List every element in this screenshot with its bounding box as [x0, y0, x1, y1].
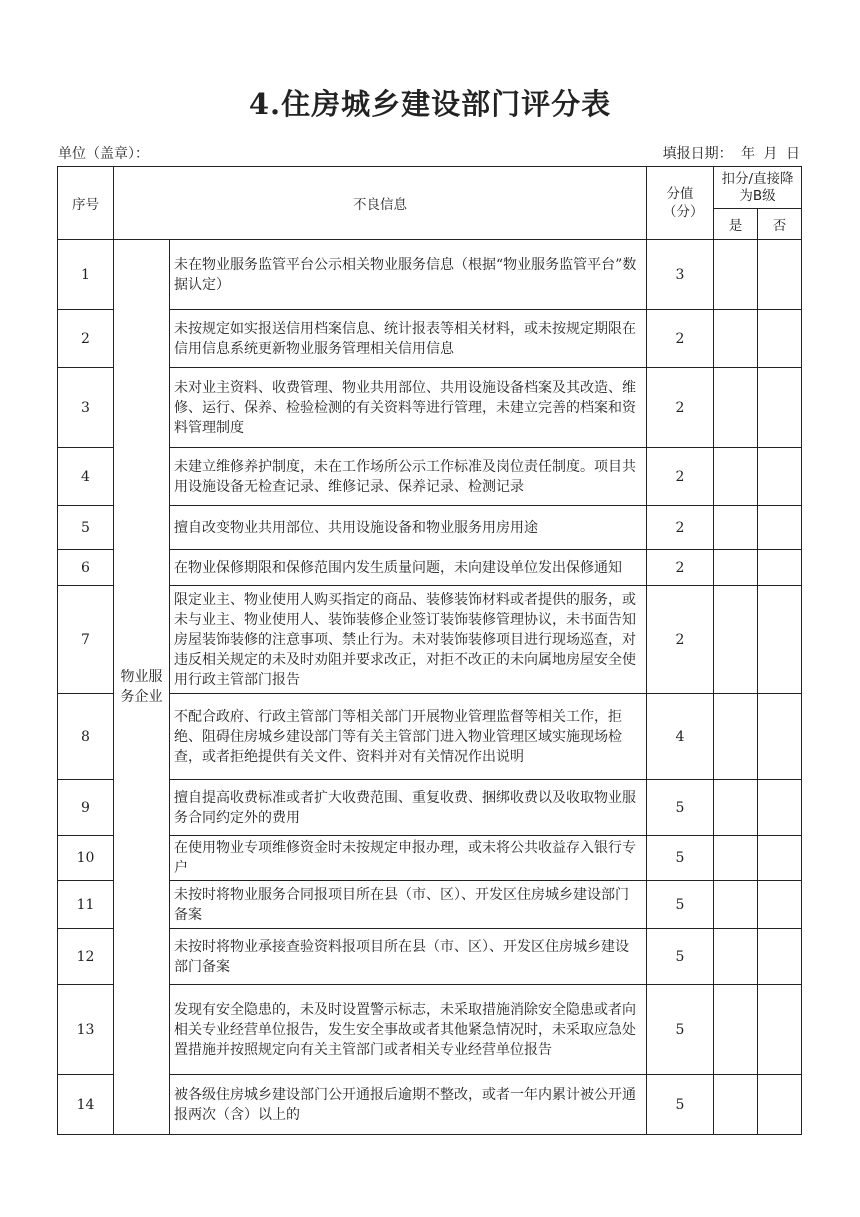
row-seq: 4: [58, 448, 114, 506]
row-no-cell[interactable]: [758, 550, 802, 586]
table-row: [58, 506, 802, 550]
table-row: [58, 780, 802, 836]
row-no-cell[interactable]: [758, 448, 802, 506]
row-info: 未按规定如实报送信用档案信息、统计报表等相关材料，或未按规定期限在信用信息系统更新物业服务管理相关信用信息: [170, 310, 647, 368]
table-row: [58, 1075, 802, 1135]
row-no-cell[interactable]: [758, 368, 802, 448]
header-yes: 是: [714, 209, 758, 240]
row-yes-cell[interactable]: [714, 929, 758, 985]
table-row: [58, 550, 802, 586]
row-info: 限定业主、物业使用人购买指定的商品、装修装饰材料或者提供的服务，或未与业主、物业使用人、装饰装修企业签订装饰装修管理协议，未书面告知房屋装饰装修的注意事项、禁止行为。未对装饰装修项目进行现场巡查，对违反相关规定的未及时劝阻并要求改正，对拒不改正的未向属地房屋安全使用行政主管部门报告: [170, 586, 647, 694]
row-yes-cell[interactable]: [714, 985, 758, 1075]
row-yes-cell[interactable]: [714, 506, 758, 550]
row-no-cell[interactable]: [758, 836, 802, 881]
row-seq: 9: [58, 780, 114, 836]
score-table: [57, 166, 802, 1135]
row-no-cell[interactable]: [758, 310, 802, 368]
row-score: 2: [647, 586, 714, 694]
table-row: [58, 881, 802, 929]
row-seq: 8: [58, 694, 114, 780]
row-yes-cell[interactable]: [714, 1075, 758, 1135]
header-deduct-label: 扣分/直接降为B级: [721, 170, 794, 204]
table-row: [58, 985, 802, 1075]
row-score: 2: [647, 448, 714, 506]
row-yes-cell[interactable]: [714, 881, 758, 929]
row-score: 5: [647, 780, 714, 836]
row-info: 被各级住房城乡建设部门公开通报后逾期不整改，或者一年内累计被公开通报两次（含）以上的: [170, 1075, 647, 1135]
header-no: 否: [758, 209, 802, 240]
row-info: 擅自改变物业共用部位、共用设施设备和物业服务用房用途: [170, 506, 647, 550]
row-no-cell[interactable]: [758, 881, 802, 929]
row-seq: 14: [58, 1075, 114, 1135]
row-no-cell[interactable]: [758, 780, 802, 836]
row-info: 擅自提高收费标准或者扩大收费范围、重复收费、捆绑收费以及收取物业服务合同约定外的费用: [170, 780, 647, 836]
header-info: 不良信息: [114, 167, 647, 240]
header-deduct: [714, 167, 802, 209]
row-yes-cell[interactable]: [714, 310, 758, 368]
row-seq: 11: [58, 881, 114, 929]
row-yes-cell[interactable]: [714, 836, 758, 881]
row-seq: 2: [58, 310, 114, 368]
row-seq: 5: [58, 506, 114, 550]
row-score: 5: [647, 985, 714, 1075]
row-yes-cell[interactable]: [714, 780, 758, 836]
header-score-label: 分值（分）: [663, 186, 704, 220]
row-score: 2: [647, 310, 714, 368]
row-info: 发现有安全隐患的，未及时设置警示标志，未采取措施消除安全隐患或者向相关专业经营单位报告，发生安全事故或者其他紧急情况时，未采取应急处置措施并按照规定向有关主管部门或者相关专业经营单位报告: [170, 985, 647, 1075]
row-seq: 7: [58, 586, 114, 694]
row-seq: 3: [58, 368, 114, 448]
row-info: 不配合政府、行政主管部门等相关部门开展物业管理监督等相关工作，拒绝、阻碍住房城乡建设部门等有关主管部门进入物业管理区域实施现场检查，或者拒绝提供有关文件、资料并对有关情况作出说明: [170, 694, 647, 780]
row-info: 未按时将物业承接查验资料报项目所在县（市、区）、开发区住房城乡建设部门备案: [170, 929, 647, 985]
row-seq: 12: [58, 929, 114, 985]
row-score: 3: [647, 240, 714, 310]
row-info: 未在物业服务监管平台公示相关物业服务信息（根据“物业服务监管平台”数据认定）: [170, 240, 647, 310]
row-seq: 6: [58, 550, 114, 586]
row-no-cell[interactable]: [758, 506, 802, 550]
table-row: [58, 586, 802, 694]
date-label: 填报日期： 年 月 日: [662, 146, 800, 162]
header-score: [647, 167, 714, 240]
row-no-cell[interactable]: [758, 929, 802, 985]
row-yes-cell[interactable]: [714, 368, 758, 448]
category-cell: [114, 240, 170, 1135]
row-score: 2: [647, 368, 714, 448]
row-info: 在物业保修期限和保修范围内发生质量问题，未向建设单位发出保修通知: [170, 550, 647, 586]
row-score: 2: [647, 550, 714, 586]
table-row: [58, 240, 802, 310]
table-row: [58, 929, 802, 985]
row-seq: 1: [58, 240, 114, 310]
unit-label: 单位（盖章）：: [58, 146, 149, 162]
row-info: 未按时将物业服务合同报项目所在县（市、区）、开发区住房城乡建设部门备案: [170, 881, 647, 929]
row-no-cell[interactable]: [758, 586, 802, 694]
row-yes-cell[interactable]: [714, 240, 758, 310]
row-no-cell[interactable]: [758, 985, 802, 1075]
row-seq: 10: [58, 836, 114, 881]
row-yes-cell[interactable]: [714, 550, 758, 586]
row-yes-cell[interactable]: [714, 448, 758, 506]
row-yes-cell[interactable]: [714, 586, 758, 694]
row-score: 5: [647, 1075, 714, 1135]
row-info: 未建立维修养护制度，未在工作场所公示工作标准及岗位责任制度。项目共用设施设备无检查记录、维修记录、保养记录、检测记录: [170, 448, 647, 506]
table-row: [58, 694, 802, 780]
row-score: 5: [647, 929, 714, 985]
row-no-cell[interactable]: [758, 694, 802, 780]
row-score: 5: [647, 836, 714, 881]
table-row: [58, 310, 802, 368]
category-label: 物业服务企业: [120, 669, 163, 705]
table-row: [58, 368, 802, 448]
table-row: [58, 836, 802, 881]
row-score: 5: [647, 881, 714, 929]
row-info: 未对业主资料、收费管理、物业共用部位、共用设施设备档案及其改造、维修、运行、保养、检验检测的有关资料等进行管理，未建立完善的档案和资料管理制度: [170, 368, 647, 448]
row-yes-cell[interactable]: [714, 694, 758, 780]
page-title: 4.住房城乡建设部门评分表: [248, 87, 612, 121]
row-score: 2: [647, 506, 714, 550]
header-seq: 序号: [58, 167, 114, 240]
row-no-cell[interactable]: [758, 240, 802, 310]
row-info: 在使用物业专项维修资金时未按规定申报办理，或未将公共收益存入银行专户: [170, 836, 647, 881]
row-seq: 13: [58, 985, 114, 1075]
table-row: [58, 448, 802, 506]
row-no-cell[interactable]: [758, 1075, 802, 1135]
row-score: 4: [647, 694, 714, 780]
